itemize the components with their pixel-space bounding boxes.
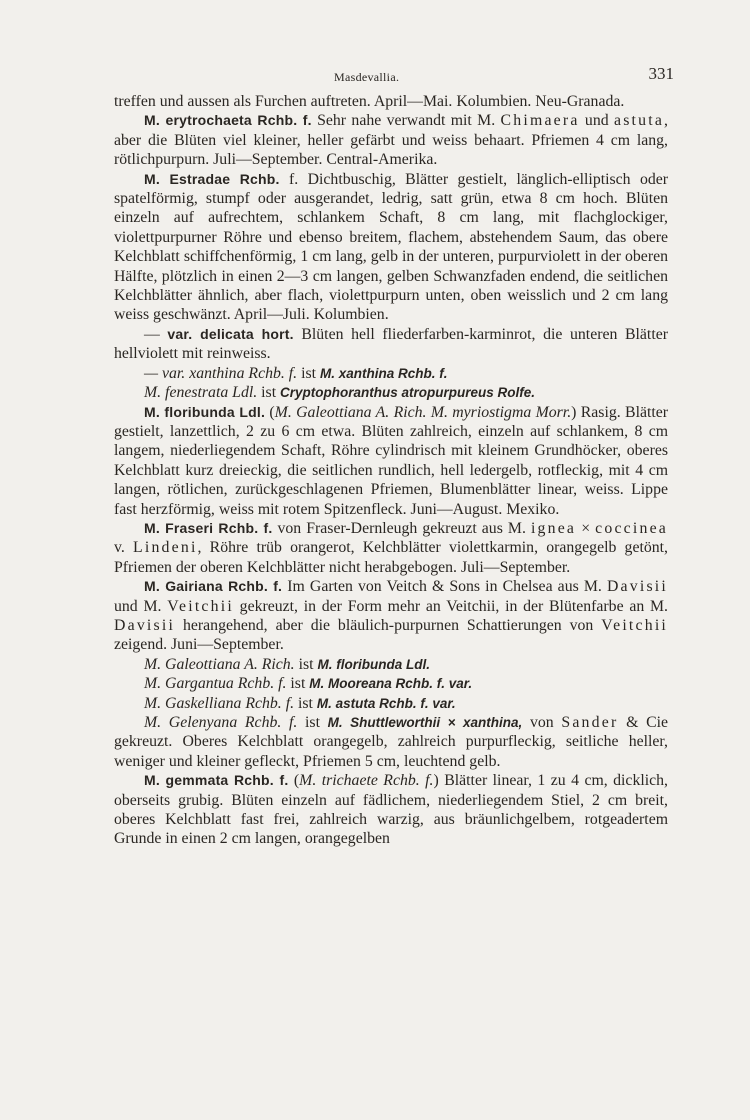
entry-erytrochaeta: M. erytrochaeta Rchb. f. Sehr nahe verwandt mit M. Chimaera und astuta, aber die Blüten viel kleiner, heller gefärbt und weiss behaart. Pfriemen 4 cm lang, rötlichpurpurn. Juli—September. Central-Amerika.: [114, 112, 668, 169]
synonym-xanthina: — var. xanthina Rchb. f. ist M. xanthina Rchb. f.: [144, 364, 448, 382]
entry-gelenyana: M. Gelenyana Rchb. f. ist M. Shuttleworthii × xanthina, von Sander & Cie gekreuzt. Oberes Kelchblatt orangegelb, zahlreich purpurfleckig, seitliche heller, weniger und kleiner gefleckt, Pfriemen 5 cm, leuchtend gelb.: [114, 714, 669, 770]
species-name: M. Fraseri Rchb. f.: [144, 519, 273, 536]
variety-name: var. delicata hort.: [167, 325, 294, 342]
species-name: M. gemmata Rchb. f.: [144, 772, 289, 789]
synonym-fenestrata: M. fenestrata Ldl. ist Cryptophoranthus atropurpureus Rolfe.: [144, 384, 536, 402]
entry-gemmata: M. gemmata Rchb. f. (M. trichaete Rchb. f.) Blätter linear, 1 zu 4 cm, dicklich, oberseits grubig. Blüten einzeln auf fädlichem, niederliegendem Stiel, 2 cm breit, oberes Kelchblatt fast frei, zahlreich warzig, aus bräunlichgelbem, rotgeadertem Grunde in einen 2 cm langen, orangegelben: [114, 772, 668, 848]
entry-fraseri: M. Fraseri Rchb. f. von Fraser-Dernleugh gekreuzt aus M. ignea × coccinea v. Lindeni, Röhre trüb orangerot, Kelchblätter violettkarmin, orangegelb getönt, Pfriemen der oberen Kelchblätter nicht herabgebogen. Juli—September.: [114, 519, 668, 576]
entry-floribunda: M. floribunda Ldl. (M. Galeottiana A. Rich. M. myriostigma Morr.) Rasig. Blätter gestielt, lanzettlich, 2 zu 6 cm etwa. Blüten zahlreich, einzeln auf schlankem, 8 cm langem, niederliegendem Schaft, Röhre cylindrisch mit kleinem Grundhöcker, oberes Kelchblatt kurz dreieckig, die seitlichen rundlich, hell ledergelb, rotfleckig, mit 4 cm langen, rötlichen, zurückgeschlagenen Pfriemen, Blumenblätter linear, weiss. Lippe fast herzförmig, weiss mit rotem Spitzenfleck. Juni—August. Mexiko.: [114, 403, 669, 518]
paragraph-continuation: treffen und aussen als Furchen auftreten. April—Mai. Kolumbien. Neu-Granada.: [114, 93, 625, 110]
synonym-galeottiana: M. Galeottiana A. Rich. ist M. floribunda Ldl.: [144, 655, 430, 673]
body-text: [114, 92, 668, 849]
species-name: M. Estradae Rchb.: [144, 170, 280, 187]
species-name: M. erytrochaeta Rchb. f.: [144, 112, 312, 129]
page-number: 331: [648, 64, 674, 83]
synonym-gaskelliana: M. Gaskelliana Rchb. f. ist M. astuta Rchb. f. var.: [144, 694, 456, 712]
page-header: [114, 64, 674, 92]
running-title: Masdevallia.: [334, 70, 400, 84]
synonym-gargantua: M. Gargantua Rchb. f. ist M. Mooreana Rchb. f. var.: [144, 675, 473, 693]
species-name: M. floribunda Ldl.: [144, 403, 266, 420]
entry-gairiana: M. Gairiana Rchb. f. Im Garten von Veitch & Sons in Chelsea aus M. Davisii und M. Veitchii gekreuzt, in der Form mehr an Veitchii, in der Blütenfarbe an M. Davisii herangehend, aber die bläulich-purpurnen Schattierungen von Veitchii zeigend. Juni—September.: [114, 578, 668, 654]
entry-delicata: — var. delicata hort. Blüten hell fliederfarben-karminrot, die unteren Blätter hellviolett mit reinweiss.: [114, 325, 668, 363]
entry-estradae: M. Estradae Rchb. f. Dichtbuschig, Blätter gestielt, länglich-elliptisch oder spatelförmig, stumpf oder ausgerandet, ledrig, satt grün, etwa 8 cm hoch. Blüten einzeln auf aufrechtem, schlankem Schaft, 8 cm lang, mit flachglockiger, violettpurpurner Röhre und ebenso breitem, flachem, abstehendem Saum, das obere Kelchblatt schiffchenförmig, 1 cm lang, gelb in der unteren, purpurviolett in der oberen Hälfte, plötzlich in einen 2—3 cm langen, gelben Schwanzfaden endend, die seitlichen Kelchblätter ähnlich, aber flach, violettpurpurn unten, oben weisslich und 2 cm lang weiss geschwänzt. April—Juli. Kolumbien.: [114, 170, 669, 324]
species-name: M. Gairiana Rchb. f.: [144, 578, 283, 595]
